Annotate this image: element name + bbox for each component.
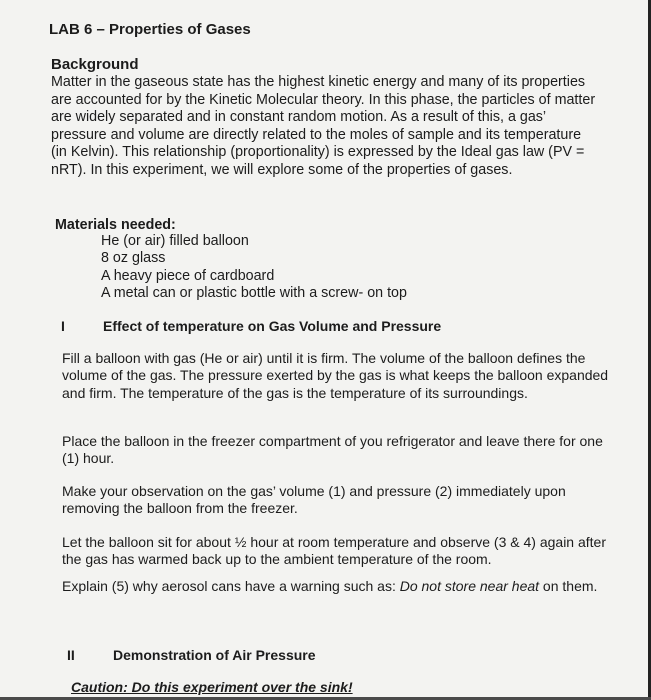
section-1-title: Effect of temperature on Gas Volume and Pressure bbox=[103, 318, 442, 334]
materials-item: He (or air) filled balloon bbox=[101, 233, 249, 249]
materials-list bbox=[101, 233, 407, 302]
section-1-paragraph: Fill a balloon with gas (He or air) until it is firm. The volume of the balloon defines the volume of the gas. The pressure exerted by the gas is what keeps the balloon expanded and firm. The temperature of the gas is the temperature of its surroundings. bbox=[62, 350, 609, 401]
lab-title: LAB 6 – Properties of Gases bbox=[49, 21, 251, 38]
section-2-number: II bbox=[67, 647, 75, 663]
explain-warning-text: Do not store near heat bbox=[399, 578, 540, 594]
background-heading: Background bbox=[51, 56, 139, 73]
materials-item: 8 oz glass bbox=[101, 250, 166, 267]
background-paragraph: Matter in the gaseous state has the highest kinetic energy and many of its properties are accounted for by the Kinetic Molecular theory. In this phase, the particles of matter are widely separated and in constant random motion. As a result of this, a gas’ pressure and volume are directly related to the moles of sample and its temperature (in Kelvin). This relationship (proportionality) is expressed by the Ideal gas law (PV = nRT). In this experiment, we will explore some of the properties of gases. bbox=[51, 74, 596, 178]
caution-note: Caution: Do this experiment over the sink! bbox=[71, 679, 353, 695]
section-1-paragraph: Let the balloon sit for about ½ hour at room temperature and observe (3 & 4) again after the gas has warmed back up to the ambient temperature of the room. bbox=[62, 534, 606, 568]
explain-prefix: Explain (5) why aerosol cans have a warning such as: bbox=[62, 578, 400, 594]
section-1-number: I bbox=[61, 318, 65, 334]
materials-item: A metal can or plastic bottle with a screw- on top bbox=[101, 284, 407, 301]
explain-question bbox=[62, 578, 622, 595]
section-2-title: Demonstration of Air Pressure bbox=[113, 647, 316, 663]
materials-heading: Materials needed: bbox=[55, 217, 176, 233]
section-1-paragraph: Make your observation on the gas’ volume (1) and pressure (2) immediately upon removing the balloon from the freezer. bbox=[62, 483, 566, 517]
section-1-paragraph: Place the balloon in the freezer compartment of you refrigerator and leave there for one (1) hour. bbox=[62, 433, 603, 467]
explain-suffix: on them. bbox=[539, 578, 598, 594]
materials-item: A heavy piece of cardboard bbox=[101, 267, 275, 284]
